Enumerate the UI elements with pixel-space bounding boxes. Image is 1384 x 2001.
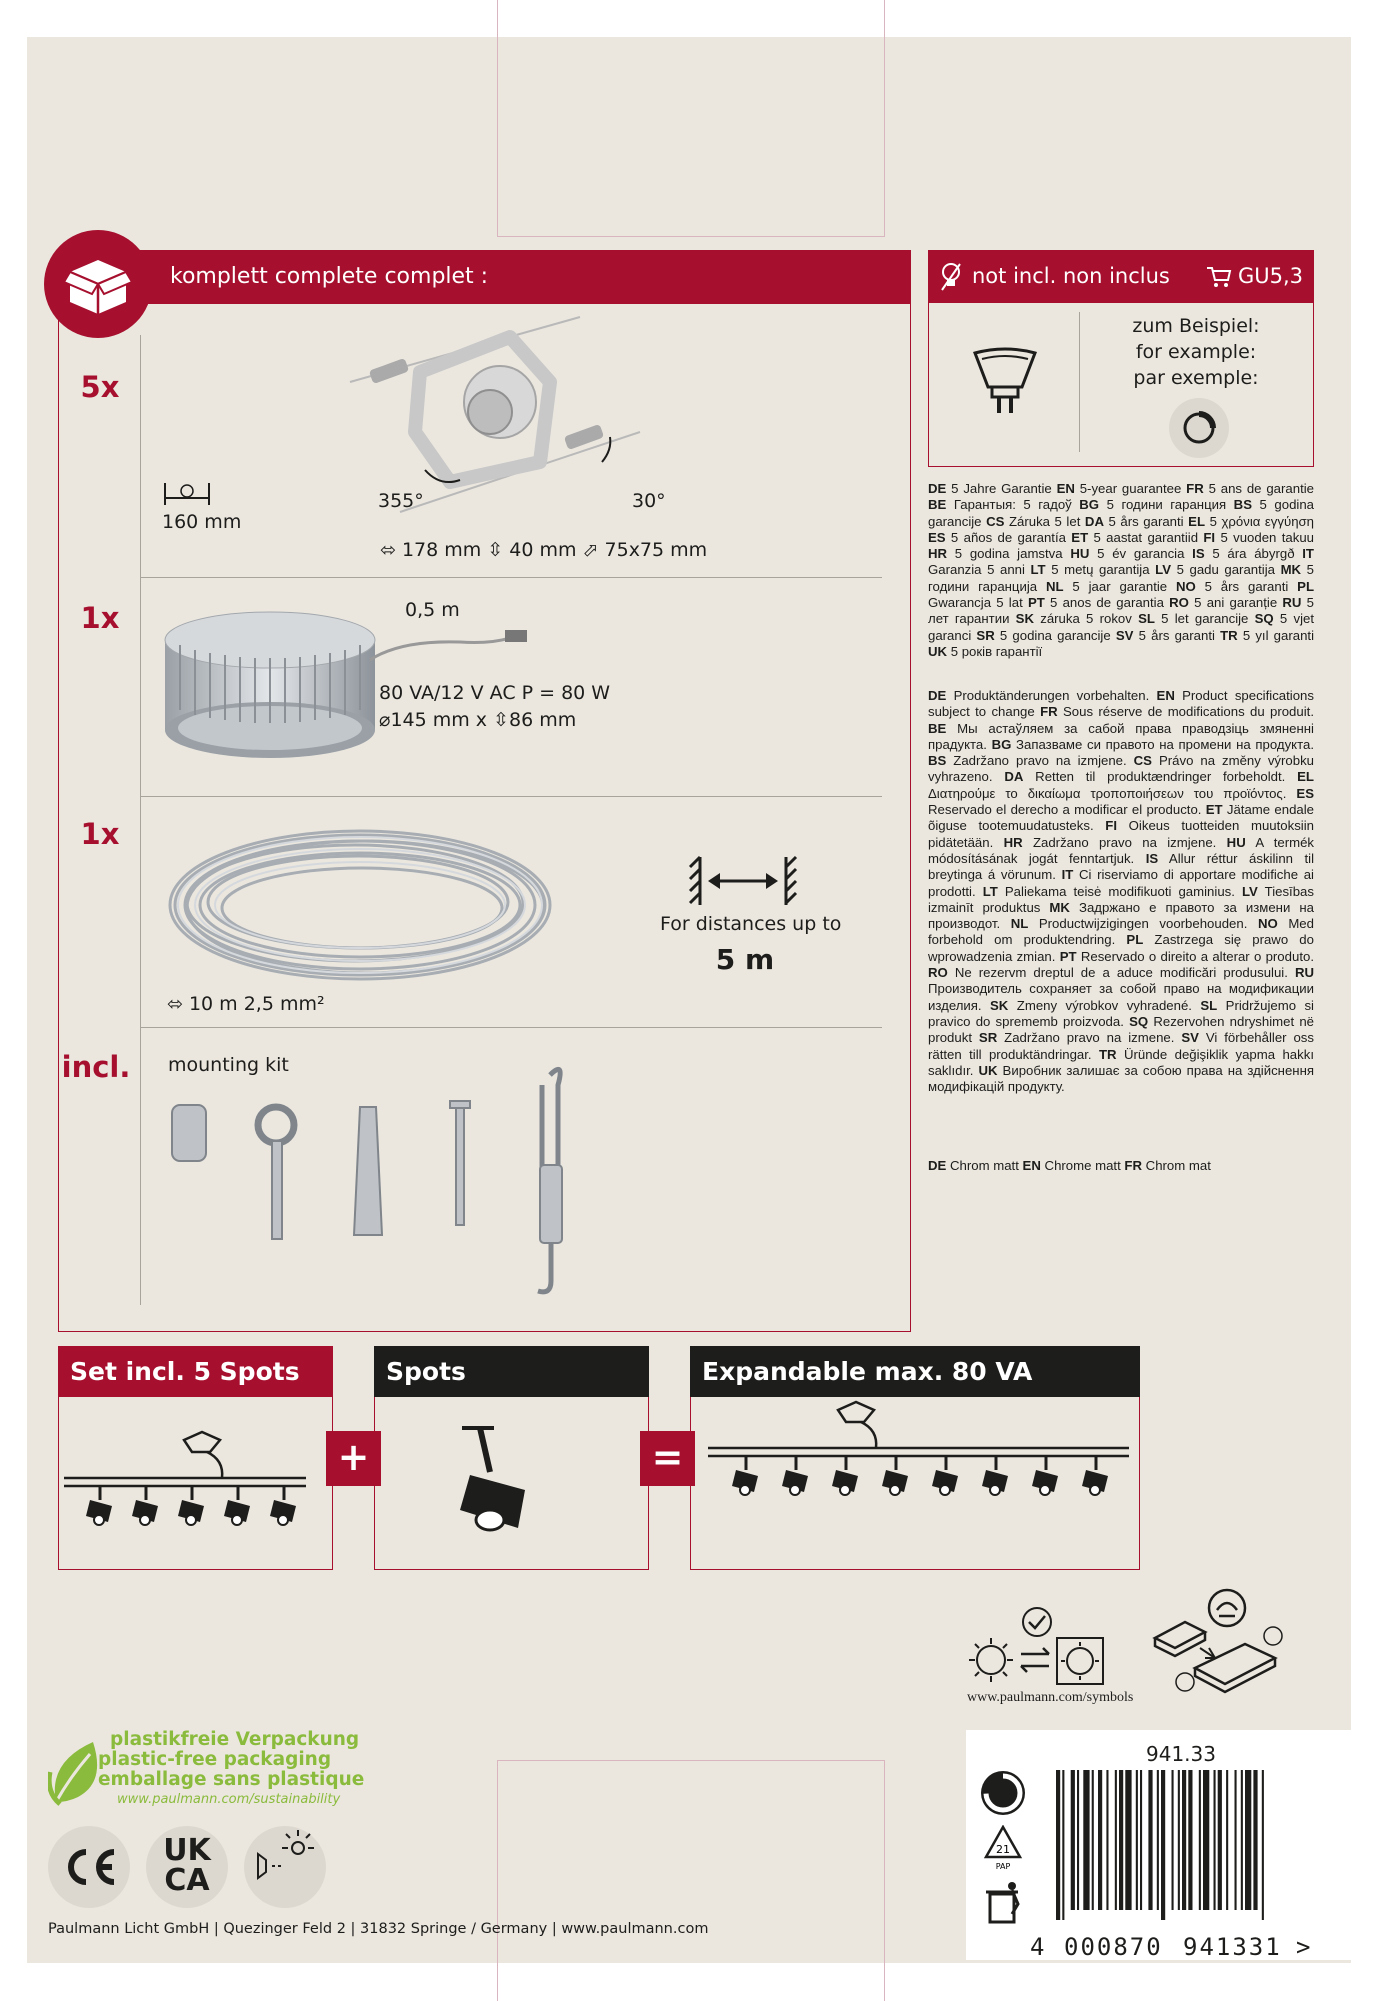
- symbols-url: www.paulmann.com/symbols: [967, 1690, 1134, 1705]
- legal-phrase: 5 anos de garantia: [1044, 595, 1170, 611]
- lamp-type: GU5,3: [1238, 264, 1304, 288]
- barcode-bar: [1106, 1770, 1108, 1910]
- language-code: ET: [1205, 802, 1223, 818]
- language-code: UK: [978, 1062, 998, 1078]
- language-code: SQ: [1129, 1013, 1149, 1029]
- legal-phrase: Виробник залишає за собою права на здійснення модифікацій продукту.: [928, 1062, 1314, 1095]
- language-code: LT: [982, 883, 998, 899]
- language-code: FR: [1186, 481, 1204, 496]
- language-code: ET: [1071, 529, 1089, 545]
- dieline-bottom: [497, 1760, 885, 2001]
- cart-icon: [1206, 250, 1232, 303]
- spot-dimensions: ⬄ 178 mm ⇳ 40 mm ⬀ 75x75 mm: [380, 539, 708, 561]
- legal-phrase: 5 години гаранция: [1099, 497, 1234, 513]
- plastic-free-fr: emballage sans plastique: [98, 1769, 365, 1790]
- legal-phrase: záruka 5 rokov: [1034, 611, 1139, 627]
- legal-phrase: 5 Jahre Garantie: [946, 481, 1057, 496]
- example-line-de: zum Beispiel:: [1132, 315, 1260, 337]
- barcode-bar: [1203, 1770, 1209, 1910]
- legal-phrase: Ci riserviamo di apportare modifiche ai prodotti.: [928, 867, 1314, 899]
- language-code: FR: [1040, 704, 1058, 720]
- legal-phrase: Διατηρούμε το δικαίωμα τροποποιήσεων του προϊόντος.: [928, 785, 1297, 801]
- legal-phrase: Reservado o direito a alterar o produto.: [1076, 948, 1314, 964]
- legal-phrase: Produktänderungen vorbehalten.: [946, 688, 1157, 703]
- language-code: DE: [928, 688, 947, 703]
- legal-phrase: Product specifications subject to change: [928, 688, 1314, 720]
- expandable-system-image: [706, 1400, 1131, 1510]
- language-code: IS: [1192, 546, 1205, 562]
- green-dot-icon: [978, 1768, 1028, 1818]
- recycle-label: PAP: [995, 1862, 1011, 1871]
- legal-phrase: 5 års garanti: [1133, 627, 1221, 643]
- language-code: SL: [1200, 997, 1218, 1013]
- span-icon: [163, 483, 211, 505]
- language-code: RO: [1169, 595, 1189, 611]
- barcode-bar: [1218, 1770, 1222, 1910]
- barcode-bar: [1262, 1770, 1264, 1920]
- legal-phrase: Tiesības izmainīt produktus: [928, 883, 1314, 915]
- language-code: IS: [1145, 850, 1159, 866]
- legal-phrase: Vi förbehåller oss rätten till produktändringar.: [928, 1030, 1314, 1062]
- language-code: PL: [1297, 578, 1315, 594]
- barcode-bar: [1148, 1770, 1152, 1910]
- set-spots-image: [62, 1430, 308, 1536]
- language-code: EL: [1297, 769, 1314, 785]
- guarantee-text: [928, 481, 1314, 660]
- language-code: RO: [928, 965, 948, 981]
- sustainability-url: www.paulmann.com/sustainability: [117, 1792, 341, 1807]
- mounting-kit-label: mounting kit: [168, 1054, 289, 1076]
- ukca-mark: [146, 1826, 228, 1908]
- wire-coil-image: [160, 810, 560, 1000]
- legal-phrase: Rezervohen ndryshimet në produkt: [928, 1013, 1315, 1046]
- language-code: CS: [986, 513, 1005, 529]
- legal-phrase: 5 godina garancije: [928, 497, 1314, 529]
- language-code: SL: [1138, 611, 1155, 627]
- legal-phrase: 5 év garancia: [1089, 546, 1193, 562]
- legal-phrase: Jätame endale õiguse tootemuudatusteks.: [928, 802, 1314, 834]
- example-line-en: for example:: [1135, 341, 1257, 363]
- legal-phrase: 5 jaar garantie: [1063, 578, 1176, 594]
- barcode-bar: [1241, 1770, 1243, 1910]
- barcode-right-digits: 941331: [1183, 1933, 1282, 1961]
- language-code: EN: [1156, 688, 1175, 703]
- example-text: [1096, 313, 1296, 391]
- language-code: HR: [1003, 834, 1023, 850]
- spots-title: Spots: [374, 1346, 649, 1397]
- legal-phrase: 5 metų garantija: [1045, 562, 1156, 578]
- legal-phrase: A termék módosításának jogát fenntartjuk.: [928, 834, 1314, 866]
- language-code: BG: [1079, 497, 1100, 513]
- legal-phrase: Reservado el derecho a modificar el producto.: [928, 802, 1206, 818]
- barcode-bar: [1077, 1770, 1079, 1910]
- row-divider: [140, 1027, 882, 1028]
- legal-phrase: 5 ans de garantie: [1203, 481, 1314, 496]
- span-value: 160 mm: [162, 511, 242, 533]
- barcode-suffix: >: [1296, 1933, 1311, 1961]
- quantity-label: 5x: [80, 370, 120, 404]
- barcode: [1052, 1770, 1310, 1920]
- bulb-icon: [940, 250, 962, 303]
- language-code: EL: [1188, 513, 1206, 529]
- tilt-angle: 30°: [632, 490, 666, 512]
- language-code: MK: [1049, 899, 1070, 915]
- barcode-bar: [1182, 1770, 1186, 1910]
- language-code: RU: [1294, 965, 1314, 981]
- legal-phrase: Гарантыя: 5 гадоў: [946, 497, 1080, 513]
- legal-phrase: Chrome matt: [1040, 1158, 1125, 1173]
- wire-spec: ⬄ 10 m 2,5 mm²: [167, 993, 325, 1015]
- legal-phrase: 5 χρόνια εγγύηση: [1205, 513, 1315, 529]
- language-code: TR: [1220, 627, 1238, 643]
- legal-phrase: Zadržano pravo na izmene.: [997, 1030, 1182, 1046]
- legal-phrase: 5 let garancije: [1154, 611, 1255, 627]
- language-code: NO: [1175, 578, 1196, 594]
- language-code: SV: [1115, 627, 1134, 643]
- legal-phrase: 5 godina garancije: [994, 627, 1116, 643]
- language-code: RU: [1282, 595, 1302, 611]
- language-code: BE: [928, 720, 947, 736]
- plastic-free-text: [98, 1730, 364, 1810]
- language-code: ES: [1296, 785, 1314, 801]
- barcode-bar: [1092, 1770, 1094, 1910]
- legal-phrase: Med forbehold om produktendring.: [928, 916, 1314, 948]
- rotation-angle: 355°: [378, 490, 424, 512]
- legal-phrase: 5 aastat garantiid: [1088, 529, 1204, 545]
- barcode-bar: [1235, 1770, 1237, 1910]
- distance-value: 5 m: [715, 943, 775, 976]
- example-line-fr: par exemple:: [1133, 367, 1259, 389]
- finish-text: [928, 1158, 1314, 1174]
- language-code: IT: [1061, 867, 1074, 883]
- legal-phrase: 5 ára ábyrgð: [1204, 546, 1303, 562]
- legal-phrase: 5 års garanti: [1103, 513, 1189, 529]
- language-code: TR: [1098, 1046, 1117, 1062]
- language-code: FI: [1203, 529, 1216, 545]
- legal-phrase: Zastrzega się prawo do wprowadzenia zmian.: [928, 932, 1314, 964]
- legal-phrase: Oikeus tuotteiden muutoksiin pidätetään.: [928, 818, 1314, 850]
- dieline-top: [497, 0, 885, 237]
- product-changes-text: [928, 688, 1314, 1095]
- footer-address: Paulmann Licht GmbH | Quezinger Feld 2 | 31832 Springe / Germany | www.paulmann.com: [48, 1921, 709, 1937]
- cable-length: 0,5 m: [405, 599, 460, 621]
- language-code: PL: [1126, 932, 1144, 948]
- language-code: SK: [1015, 611, 1034, 627]
- quantity-label: 1x: [80, 817, 120, 851]
- legal-phrase: Zmeny výrobkov vyhradené.: [1008, 997, 1201, 1013]
- language-code: EN: [1056, 481, 1075, 496]
- legal-phrase: Productwijzigingen voorbehouden.: [1028, 916, 1258, 932]
- legal-phrase: Zadržano pravo na izmjene.: [946, 753, 1134, 769]
- language-code: LV: [1241, 883, 1258, 899]
- barcode-bar: [1214, 1770, 1216, 1910]
- box-icon: [44, 230, 152, 338]
- barcode-bar: [1253, 1770, 1257, 1910]
- equals-sign: =: [640, 1431, 695, 1486]
- language-code: NL: [1045, 578, 1064, 594]
- barcode-bar: [1140, 1770, 1142, 1910]
- legal-phrase: Мы астаўляем за сабой права праводзіць змяненні прадукта.: [928, 720, 1314, 752]
- column-divider: [140, 335, 141, 1305]
- language-code: NO: [1257, 916, 1278, 932]
- legal-phrase: Производитель сохраняет за собой право на модификации изделия.: [928, 981, 1314, 1013]
- divider: [1079, 312, 1080, 452]
- legal-phrase: 5 års garanti: [1195, 578, 1298, 594]
- waste-bin-icon: [982, 1880, 1024, 1926]
- legal-phrase: Ne rezervm dreptul de a aduce modificări produsului.: [947, 965, 1295, 981]
- barcode-bar: [1172, 1770, 1174, 1910]
- set-title: Set incl. 5 Spots: [58, 1346, 333, 1397]
- legal-phrase: Právo na změny výrobku vyhrazeno.: [928, 753, 1314, 785]
- language-code: HR: [928, 546, 948, 562]
- single-spot-image: [450, 1420, 550, 1540]
- barcode-bar: [1056, 1770, 1060, 1920]
- legal-phrase: 5 vjet garanci: [928, 611, 1314, 643]
- legal-phrase: Sous réserve de modifications du produit.: [1057, 704, 1314, 720]
- light-color-switch-icon: [965, 1600, 1115, 1690]
- language-code: ES: [928, 529, 946, 545]
- barcode-left-digits: 000870: [1064, 1933, 1163, 1961]
- barcode-bar: [1098, 1770, 1102, 1910]
- legal-phrase: Chrom matt: [946, 1158, 1023, 1173]
- ce-mark: [48, 1826, 130, 1908]
- language-code: BG: [991, 736, 1012, 752]
- language-code: PT: [1059, 948, 1077, 964]
- language-code: SV: [1181, 1030, 1199, 1046]
- row-divider: [140, 796, 882, 797]
- language-code: BS: [1233, 497, 1252, 513]
- legal-phrase: Zadržano pravo na izmjene.: [1022, 834, 1227, 850]
- barcode-bar: [1119, 1770, 1123, 1910]
- distance-icon: [688, 855, 798, 907]
- ukca-ca: CA: [164, 1863, 210, 1898]
- row-divider: [140, 577, 882, 578]
- legal-phrase: Garanzia 5 anni: [928, 562, 1031, 578]
- barcode-bar: [1125, 1770, 1131, 1910]
- barcode-bar: [1071, 1770, 1075, 1910]
- expand-title: Expandable max. 80 VA: [690, 1346, 1140, 1397]
- legal-phrase: Záruka 5 let: [1004, 513, 1085, 529]
- not-included-text: not incl. non inclus: [972, 264, 1170, 288]
- plastic-free-en: plastic-free packaging: [98, 1749, 332, 1770]
- legal-phrase: Chrom mat: [1142, 1158, 1211, 1173]
- transformer-size: ⌀145 mm x ⇳86 mm: [379, 709, 577, 731]
- language-code: SR: [976, 627, 995, 643]
- language-code: SK: [990, 997, 1009, 1013]
- barcode-bar: [1178, 1770, 1180, 1910]
- barcode-bar: [1115, 1770, 1117, 1910]
- language-code: DA: [1084, 513, 1104, 529]
- language-code: DA: [1004, 769, 1024, 785]
- language-code: BE: [928, 497, 947, 513]
- barcode-bar: [1136, 1770, 1138, 1910]
- barcode-bar: [1226, 1770, 1228, 1910]
- plastic-free-de: plastikfreie Verpackung: [110, 1729, 360, 1750]
- language-code: PT: [1027, 595, 1045, 611]
- barcode-bar: [1062, 1770, 1064, 1920]
- barcode-prefix: 4: [1030, 1933, 1045, 1961]
- language-code: FI: [1105, 818, 1118, 834]
- language-code: HU: [1226, 834, 1246, 850]
- recycle-pap-icon: [982, 1825, 1024, 1873]
- barcode-bar: [1245, 1770, 1251, 1910]
- ukca-uk: UK: [163, 1833, 211, 1868]
- plus-sign: +: [326, 1431, 381, 1486]
- language-code: SR: [978, 1030, 998, 1046]
- legal-phrase: Üründe değişiklik yapma hakkı saklıdır.: [928, 1046, 1314, 1078]
- legal-phrase: 5 godina jamstva: [947, 546, 1071, 562]
- legal-phrase: Paliekama teisė modifikuoti gaminius.: [997, 883, 1242, 899]
- language-code: HU: [1070, 546, 1090, 562]
- language-code: BS: [928, 753, 947, 769]
- language-code: CS: [1133, 753, 1152, 769]
- language-code: FR: [1124, 1158, 1143, 1173]
- not-included-header: [928, 250, 1314, 303]
- legal-phrase: Gwarancja 5 lat: [928, 595, 1028, 611]
- gu53-lamp-icon: [970, 345, 1040, 417]
- contents-header: komplett complete complet :: [140, 250, 911, 304]
- barcode-bar: [1157, 1770, 1159, 1910]
- legal-phrase: 5 години гаранција: [928, 562, 1314, 594]
- language-code: MK: [1280, 562, 1302, 578]
- legal-phrase: 5-year guarantee: [1074, 481, 1187, 496]
- barcode-bar: [1188, 1770, 1192, 1910]
- legal-phrase: 5 yıl garanti: [1237, 627, 1314, 643]
- language-code: LT: [1030, 562, 1046, 578]
- recycle-code: 21: [996, 1843, 1010, 1856]
- quantity-label: 1x: [80, 601, 120, 635]
- installation-icon: [1145, 1588, 1285, 1698]
- language-code: UK: [928, 643, 948, 659]
- quantity-label: incl.: [61, 1050, 131, 1084]
- legal-phrase: Запазваме си правото на промени на продукта.: [1011, 736, 1314, 752]
- legal-phrase: Pridržujemo si pravico do sprememb proizvoda.: [928, 997, 1314, 1029]
- mounting-kit-image: [160, 1055, 600, 1305]
- indoor-use-mark: [244, 1826, 326, 1908]
- distance-text: For distances up to: [660, 913, 842, 935]
- legal-phrase: Allur réttur áskilinn til breytinga á vörunum.: [928, 850, 1315, 883]
- legal-phrase: 5 vuoden takuu: [1215, 529, 1314, 545]
- legal-phrase: 5 років гарантії: [947, 643, 1043, 659]
- language-code: NL: [1010, 916, 1029, 932]
- language-code: DE: [928, 1158, 947, 1173]
- article-number: 941.33: [1146, 1742, 1216, 1766]
- transformer-power: 80 VA/12 V AC P = 80 W: [379, 682, 611, 704]
- barcode-bar: [1083, 1770, 1089, 1910]
- language-code: SQ: [1254, 611, 1274, 627]
- legal-phrase: Retten til produktændringer forbeholdt.: [1023, 769, 1298, 785]
- legal-phrase: 5 gadu garantija: [1171, 562, 1281, 578]
- legal-phrase: Задржано е правото за измени на производот.: [928, 899, 1314, 932]
- language-code: LV: [1155, 562, 1172, 578]
- legal-phrase: 5 ani garanție: [1188, 595, 1283, 611]
- legal-phrase: 5 años de garantía: [945, 529, 1072, 545]
- language-code: IT: [1302, 546, 1314, 562]
- language-code: EN: [1022, 1158, 1041, 1173]
- legal-phrase: 5 лет гарантии: [928, 595, 1315, 627]
- barcode-bar: [1199, 1770, 1201, 1910]
- barcode-bar: [1161, 1770, 1165, 1920]
- example-product-icon: [1168, 397, 1230, 459]
- language-code: DE: [928, 481, 947, 496]
